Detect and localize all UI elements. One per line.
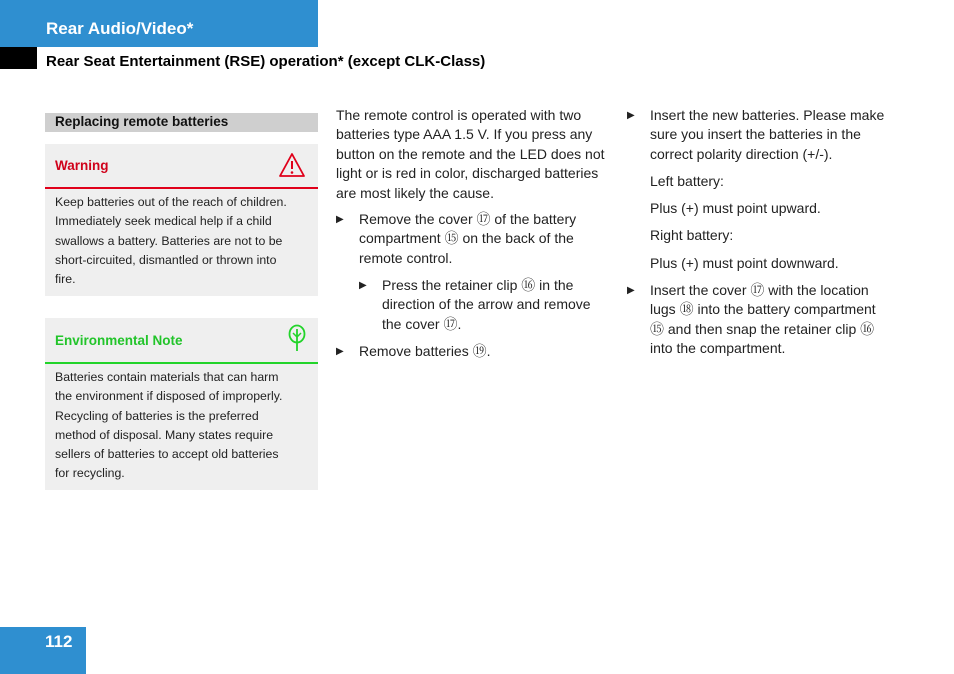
text-line: Recycling of batteries is the preferred [55, 408, 259, 423]
text-line: the environment if disposed of improperly. [55, 389, 283, 404]
text-line: Insert the new batteries. Please make [650, 107, 885, 123]
instructions-column-3 [627, 106, 907, 366]
section-heading: Replacing remote batteries [55, 114, 229, 129]
warning-rule [45, 187, 318, 189]
text-line: Remove batteries ⑲. [359, 343, 491, 359]
text-line: Immediately seek medical help if a child [55, 214, 272, 229]
environmental-note-title: Environmental Note [55, 333, 183, 348]
warning-box [45, 144, 318, 296]
left-battery-label: Left battery: [650, 173, 724, 189]
environmental-note-rule [45, 362, 318, 364]
text-line: the cover ⑰. [382, 315, 462, 332]
step-text [359, 342, 491, 361]
text-line: Insert the cover ⑰ with the location [650, 282, 869, 298]
text-line: light or is red in color, discharged batteries [336, 165, 599, 182]
instructions-column-2 [336, 106, 611, 386]
text-line: The remote control is operated with two [336, 107, 582, 123]
text-line: button on the remote and the LED does not [336, 145, 605, 162]
bullet-arrow-icon: ▶ [627, 110, 635, 121]
leaf-icon [287, 324, 307, 352]
text-line: direction of the arrow and remove [382, 296, 591, 313]
step-text [650, 106, 884, 164]
text-line: Batteries contain materials that can harm [55, 370, 279, 384]
bullet-arrow-icon: ▶ [336, 346, 344, 357]
warning-title: Warning [55, 158, 109, 173]
section-heading-bar [45, 113, 318, 132]
subtitle-marker [0, 47, 37, 69]
text-line: into the compartment. [650, 340, 786, 357]
environmental-note-text [55, 368, 311, 484]
text-line: correct polarity direction (+/-). [650, 145, 833, 162]
text-line: compartment ⑮ on the back of the [359, 230, 574, 247]
environmental-note-box [45, 318, 318, 490]
left-battery-text: Plus (+) must point upward. [650, 200, 821, 216]
page-number: 112 [45, 632, 73, 651]
right-battery-label: Right battery: [650, 227, 734, 243]
text-line: sellers of batteries to accept old batteries [55, 447, 279, 462]
page-number-tab [0, 627, 86, 674]
bullet-arrow-icon: ▶ [627, 285, 635, 296]
text-line: ⑮ and then snap the retainer clip ⑯ [650, 320, 875, 337]
text-line: sure you insert the batteries in the [650, 126, 861, 143]
text-line: Remove the cover ⑰ of the battery [359, 211, 577, 227]
bullet-arrow-icon: ▶ [359, 280, 367, 291]
text-line: Press the retainer clip ⑯ in the [382, 277, 574, 293]
bullet-arrow-icon: ▶ [336, 214, 344, 225]
subtitle: Rear Seat Entertainment (RSE) operation* (except CLK-Class) [46, 53, 486, 70]
warning-triangle-icon [278, 152, 306, 178]
text-line: batteries type AAA 1.5 V. If you press any [336, 126, 593, 143]
step-text [359, 210, 576, 268]
text-line: lugs ⑱ into the battery compartment [650, 301, 876, 318]
intro-paragraph [336, 106, 611, 203]
step-text [382, 276, 591, 334]
warning-text [55, 193, 311, 289]
text-line: are most likely the cause. [336, 184, 494, 201]
text-line: short-circuited, dismantled or thrown into [55, 252, 277, 267]
section-title: Rear Audio/Video* [46, 19, 194, 38]
step-text [650, 281, 876, 359]
text-line: fire. [55, 272, 76, 287]
text-line: remote control. [359, 249, 453, 266]
text-line: method of disposal. Many states require [55, 427, 274, 442]
text-line: swallows a battery. Batteries are not to be [55, 233, 283, 248]
right-battery-text: Plus (+) must point downward. [650, 255, 839, 271]
text-line: for recycling. [55, 466, 125, 481]
text-line: Keep batteries out of the reach of children. [55, 195, 287, 209]
